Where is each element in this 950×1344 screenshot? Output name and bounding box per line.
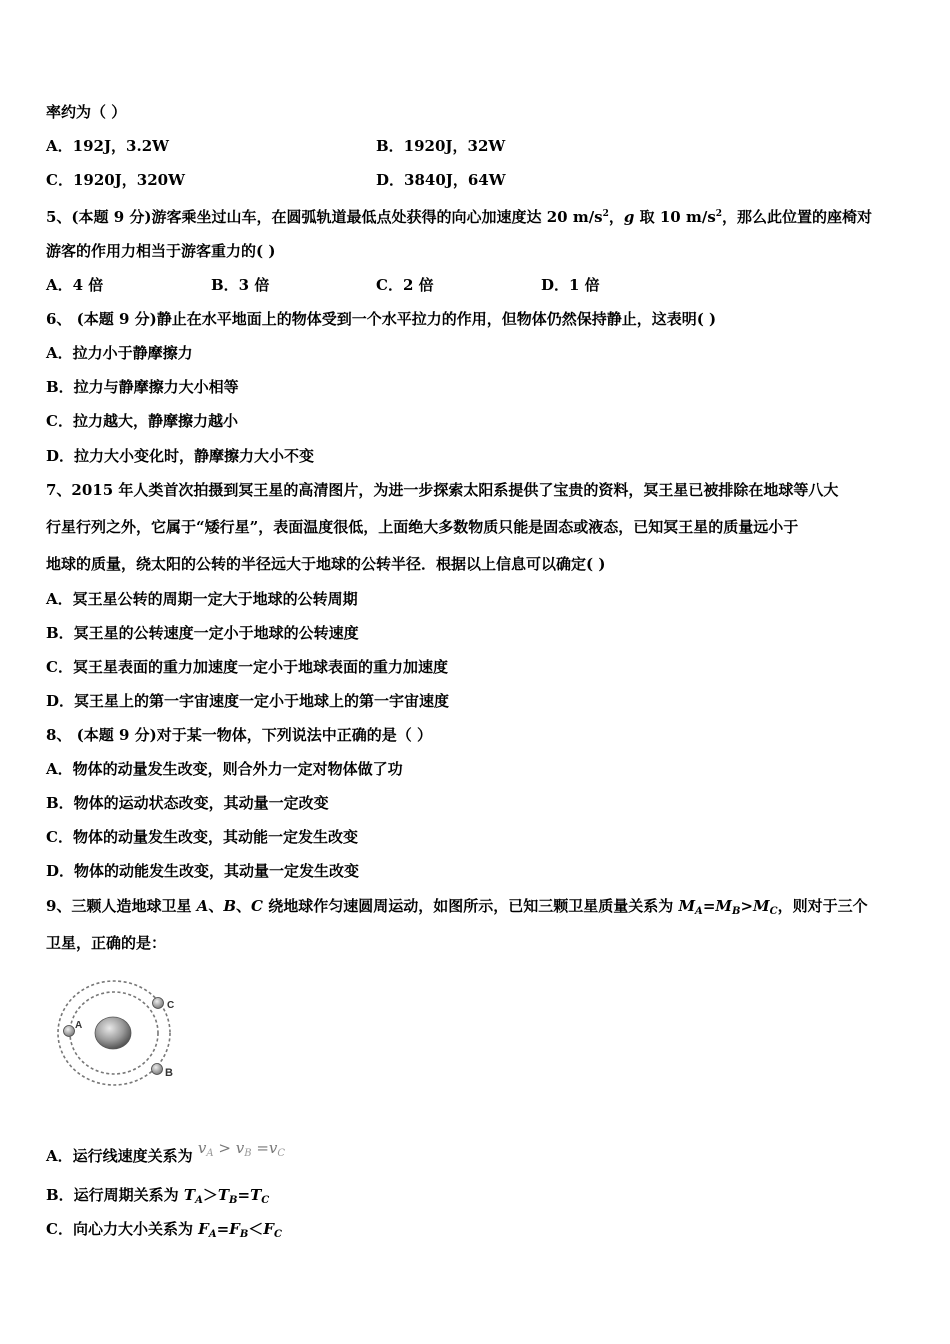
- satellite-a: [64, 1026, 75, 1037]
- q9-text: =: [702, 897, 716, 915]
- q9-option-a-text: A．运行线速度关系为: [46, 1147, 193, 1165]
- q5-text: ，那么此位置的座椅对: [722, 208, 873, 226]
- q7-stem-line1: 7、2015 年人类首次拍摄到冥王星的高清图片，为进一步探索太阳系提供了宝贵的资料，冥王星已被排除在地球等八大: [46, 481, 839, 499]
- q5-option-d: D．1 倍: [541, 276, 600, 294]
- t-symbol: T: [217, 1186, 230, 1204]
- subscript: C: [261, 1195, 270, 1206]
- q9-option-c-text: C．向心力大小关系为: [46, 1220, 199, 1238]
- q5-text: ，: [608, 208, 624, 226]
- t-symbol: T: [183, 1186, 196, 1204]
- q9-sat-b: B: [223, 897, 237, 915]
- q9-subscript: B: [732, 906, 741, 917]
- q4-option-c: C．1920J，320W: [46, 171, 185, 189]
- q6-option-d: D．拉力大小变化时，静摩擦力大小不变: [46, 447, 315, 465]
- q5-stem-line1: [46, 204, 872, 227]
- q6-option-a: A．拉力小于静摩擦力: [46, 344, 193, 362]
- q5-option-a: A．4 倍: [46, 276, 104, 294]
- q6-stem: 6、 (本题 9 分)静止在水平地面上的物体受到一个水平拉力的作用，但物体仍然保持静止，这表明( ): [46, 310, 717, 328]
- q9-stem-line1: [46, 896, 868, 922]
- q5-option-c: C．2 倍: [376, 276, 434, 294]
- v-symbol: v: [268, 1139, 278, 1157]
- q9-text: ，则对于三个: [777, 897, 868, 915]
- q9-text: 、: [236, 897, 252, 915]
- label-b: B: [165, 1067, 173, 1079]
- q9-option-c: [46, 1219, 282, 1245]
- q9-option-b-text: B．运行周期关系为: [46, 1186, 184, 1204]
- q7-option-c: C．冥王星表面的重力加速度一定小于地球表面的重力加速度: [46, 658, 448, 676]
- f-symbol: F: [263, 1220, 274, 1238]
- q5-text: 取 10 m/s: [634, 208, 716, 226]
- q8-option-b: B．物体的运动状态改变，其动量一定改变: [46, 794, 329, 812]
- satellite-b: [152, 1064, 163, 1075]
- q9-text: >: [740, 897, 754, 915]
- math-op: ＞: [202, 1186, 218, 1204]
- q7-option-a: A．冥王星公转的周期一定大于地球的公转周期: [46, 590, 358, 608]
- q9-option-b: [46, 1185, 269, 1211]
- q7-option-d: D．冥王星上的第一宇宙速度一定小于地球上的第一宇宙速度: [46, 692, 450, 710]
- label-c: C: [167, 1000, 175, 1011]
- subscript: C: [277, 1148, 286, 1159]
- q9-mass-c: M: [753, 897, 770, 915]
- q9-stem-line2: 卫星，正确的是：: [46, 934, 167, 952]
- q7-stem-line2: 行星行列之外，它属于“矮行星”，表面温度很低，上面绝大多数物质只能是固态或液态，已知冥王星的质量远小于: [46, 518, 799, 536]
- q9-text: 绕地球作匀速圆周运动，如图所示，已知三颗卫星质量关系为: [262, 897, 679, 915]
- q6-option-c: C．拉力越大，静摩擦力越小: [46, 412, 238, 430]
- q9-subscript: C: [769, 906, 778, 917]
- q9-mass-b: M: [715, 897, 732, 915]
- q9-text: 、: [208, 897, 224, 915]
- q5-text: 5、(本题 9 分)游客乘坐过山车，在圆弧轨道最低点处获得的向心加速度达 20 m/s: [46, 208, 603, 226]
- math-op: =: [216, 1220, 230, 1238]
- q8-option-c: C．物体的动量发生改变，其动能一定发生改变: [46, 828, 358, 846]
- velocity-relation: [198, 1138, 285, 1164]
- q5-g-symbol: g: [623, 208, 635, 226]
- q8-option-a: A．物体的动量发生改变，则合外力一定对物体做了功: [46, 760, 403, 778]
- q9-sat-a: A: [196, 897, 209, 915]
- q7-option-b: B．冥王星的公转速度一定小于地球的公转速度: [46, 624, 359, 642]
- subscript: B: [244, 1148, 252, 1159]
- subscript: B: [229, 1195, 238, 1206]
- q4-option-b: B．1920J，32W: [376, 137, 506, 155]
- f-symbol: F: [198, 1220, 209, 1238]
- q8-stem: 8、 (本题 9 分)对于某一物体，下列说法中正确的是（ ）: [46, 726, 432, 744]
- f-symbol: F: [229, 1220, 240, 1238]
- q9-option-a: [46, 1138, 285, 1166]
- earth: [95, 1017, 131, 1049]
- q8-option-d: D．物体的动能发生改变，其动量一定发生改变: [46, 862, 360, 880]
- q9-sat-c: C: [251, 897, 263, 915]
- q5-superscript: 2: [602, 209, 609, 219]
- q5-stem-line2: 游客的作用力相当于游客重力的( ): [46, 242, 276, 260]
- v-symbol: v: [197, 1139, 207, 1157]
- q4-option-d: D．3840J，64W: [376, 171, 506, 189]
- subscript: A: [206, 1148, 214, 1159]
- q9-mass-a: M: [678, 897, 696, 915]
- label-a: A: [75, 1020, 83, 1031]
- q4-option-a: A．192J，3.2W: [46, 137, 169, 155]
- t-symbol: T: [250, 1186, 262, 1204]
- q7-stem-line3: 地球的质量，绕太阳的公转的半径远大于地球的公转半径．根据以上信息可以确定( ): [46, 555, 606, 573]
- math-op: >: [213, 1139, 236, 1157]
- subscript: A: [208, 1229, 217, 1240]
- subscript: B: [239, 1229, 249, 1240]
- math-op: =: [237, 1186, 251, 1204]
- math-op: ＜: [248, 1220, 264, 1238]
- orbit-diagram: [50, 980, 190, 1090]
- satellite-c: [153, 998, 164, 1009]
- v-symbol: v: [235, 1139, 245, 1157]
- subscript: A: [195, 1195, 203, 1206]
- q9-subscript: A: [695, 906, 703, 917]
- subscript: C: [273, 1229, 282, 1240]
- q9-text: 9、三颗人造地球卫星: [46, 897, 197, 915]
- math-op: =: [251, 1139, 269, 1157]
- q5-superscript: 2: [715, 209, 723, 219]
- q4-stem-tail: 率约为（ ）: [46, 103, 127, 121]
- q5-option-b: B．3 倍: [211, 276, 270, 294]
- q6-option-b: B．拉力与静摩擦力大小相等: [46, 378, 239, 396]
